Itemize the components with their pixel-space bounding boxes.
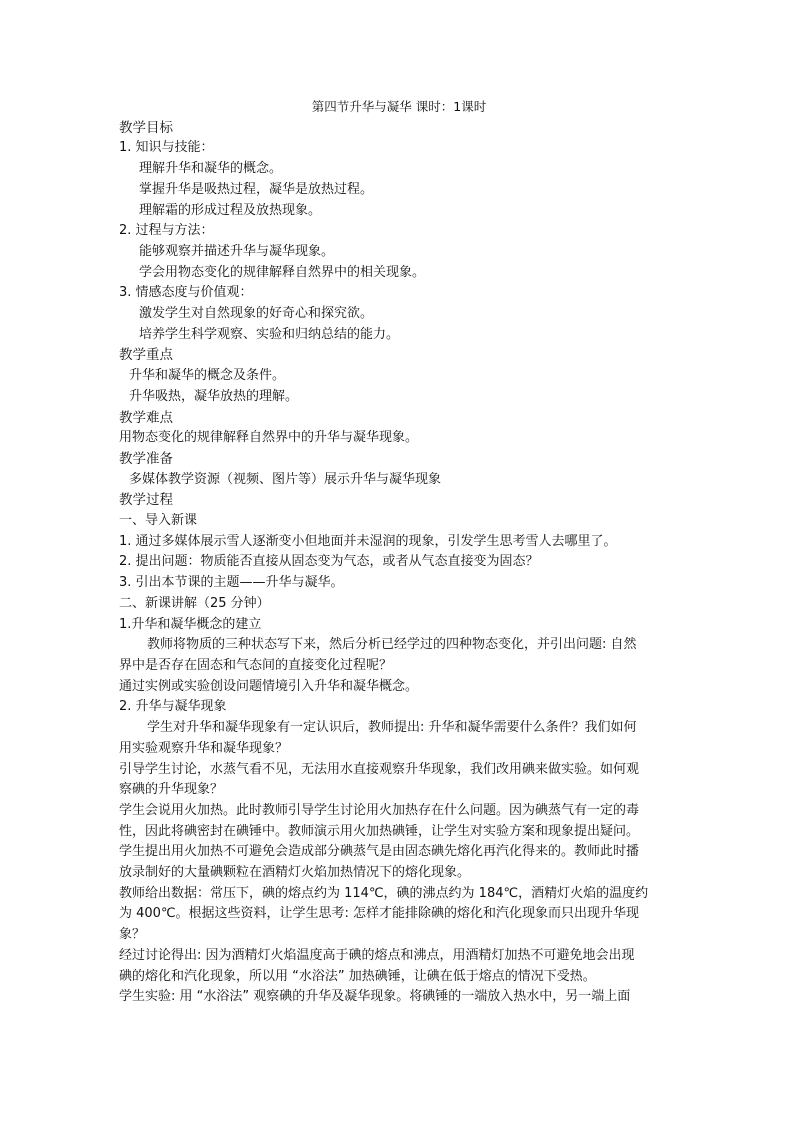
goal-subtitle-knowledge: 1. 知识与技能： [119, 140, 214, 156]
paragraph-line: 学生对升华和凝华现象有一定认识后，教师提出: 升华和凝华需要什么条件？我们如何 [147, 720, 637, 736]
section-heading-goals: 教学目标 [119, 119, 173, 136]
intro-item: 2. 提出问题：物质能否直接从固态变为气态，或者从气态直接变为固态？ [119, 554, 539, 570]
paragraph-line: 学生实验: 用 “水浴法” 观察碘的升华及凝华现象。将碘锤的一端放入热水中，另一端上面 [119, 989, 631, 1005]
section-heading-difficult: 教学难点 [119, 409, 173, 426]
section-heading-prep: 教学准备 [119, 450, 173, 467]
intro-item: 1. 通过多媒体展示雪人逐渐变小但地面并未湿润的现象，引发学生思考雪人去哪里了。 [119, 533, 617, 549]
goal-item: 掌握升华是吸热过程，凝华是放热过程。 [139, 181, 374, 197]
goal-item: 能够观察并描述升华与凝华现象。 [139, 243, 335, 259]
paragraph-line: 察碘的升华现象？ [119, 782, 224, 798]
paragraph-line: 教师给出数据：常压下，碘的熔点约为 114℃，碘的沸点约为 184℃，酒精灯火焰的温度约 [119, 885, 649, 901]
section-heading-process: 教学过程 [119, 492, 173, 509]
paragraph-line: 经过讨论得出: 因为酒精灯火焰温度高于碘的熔点和沸点，用酒精灯加热不可避免地会出现 [119, 947, 635, 963]
paragraph-line: 通过实例或实验创设问题情境引入升华和凝华概念。 [119, 678, 419, 694]
prep-text: 多媒体教学资源（视频、图片等）展示升华与凝华现象 [129, 471, 442, 487]
section-heading-key: 教学重点 [119, 347, 173, 364]
paragraph-line: 性，因此将碘密封在碘锤中。教师演示用火加热碘锤，让学生对实验方案和现象提出疑问。 [119, 823, 640, 839]
goal-subtitle-attitude: 3. 情感态度与价值观： [119, 285, 253, 301]
sub-title-phenomena: 2. 升华与凝华现象 [119, 699, 227, 715]
paragraph-line: 象？ [119, 927, 146, 943]
paragraph-line: 界中是否存在固态和气态间的直接变化过程呢？ [119, 657, 393, 673]
paragraph-line: 学生提出用火加热不可避免会造成部分碘蒸气是由固态碘先熔化再汽化得来的。教师此时播 [119, 844, 640, 860]
key-item: 升华和凝华的概念及条件。 [129, 368, 286, 384]
paragraph-line: 引导学生讨论，水蒸气看不见，无法用水直接观察升华现象，我们改用碘来做实验。如何观 [119, 761, 640, 777]
paragraph-line: 放录制好的大量碘颗粒在酒精灯火焰加热情况下的熔化现象。 [119, 865, 471, 881]
goal-item: 激发学生对自然现象的好奇心和探究欲。 [139, 306, 374, 322]
document-body [119, 97, 679, 1008]
paragraph-line: 碘的熔化和汽化现象，所以用 “水浴法” 加热碘锤，让碘在低于熔点的情况下受热。 [119, 968, 596, 984]
goal-item: 理解升华和凝华的概念。 [139, 161, 283, 177]
sub-title-concept: 1.升华和凝华概念的建立 [119, 616, 262, 632]
paragraph-line: 为 400℃。根据这些资料，让学生思考: 怎样才能排除碘的熔化和汽化现象而只出现升华现 [119, 906, 640, 922]
paragraph-line: 用实验观察升华和凝华现象？ [119, 740, 289, 756]
paragraph-line: 学生会说用火加热。此时教师引导学生讨论用火加热存在什么问题。因为碘蒸气有一定的毒 [119, 802, 640, 818]
goal-item: 理解霜的形成过程及放热现象。 [139, 202, 322, 218]
difficult-text: 用物态变化的规律解释自然界中的升华与凝华现象。 [119, 430, 419, 446]
paragraph-line: 教师将物质的三种状态写下来，然后分析已经学过的四种物态变化，并引出问题: 自然 [147, 637, 637, 653]
goal-subtitle-method: 2. 过程与方法： [119, 223, 214, 239]
goal-item: 培养学生科学观察、实验和归纳总结的能力。 [139, 326, 400, 342]
part-title-lecture: 二、新课讲解（25 分钟） [119, 595, 270, 611]
part-title-intro: 一、导入新课 [119, 513, 198, 529]
key-item: 升华吸热，凝华放热的理解。 [129, 388, 299, 404]
page-title: 第四节升华与凝华 课时：1课时 [311, 99, 487, 114]
goal-item: 学会用物态变化的规律解释自然界中的相关现象。 [139, 264, 426, 280]
intro-item: 3. 引出本节课的主题——升华与凝华。 [119, 575, 344, 591]
